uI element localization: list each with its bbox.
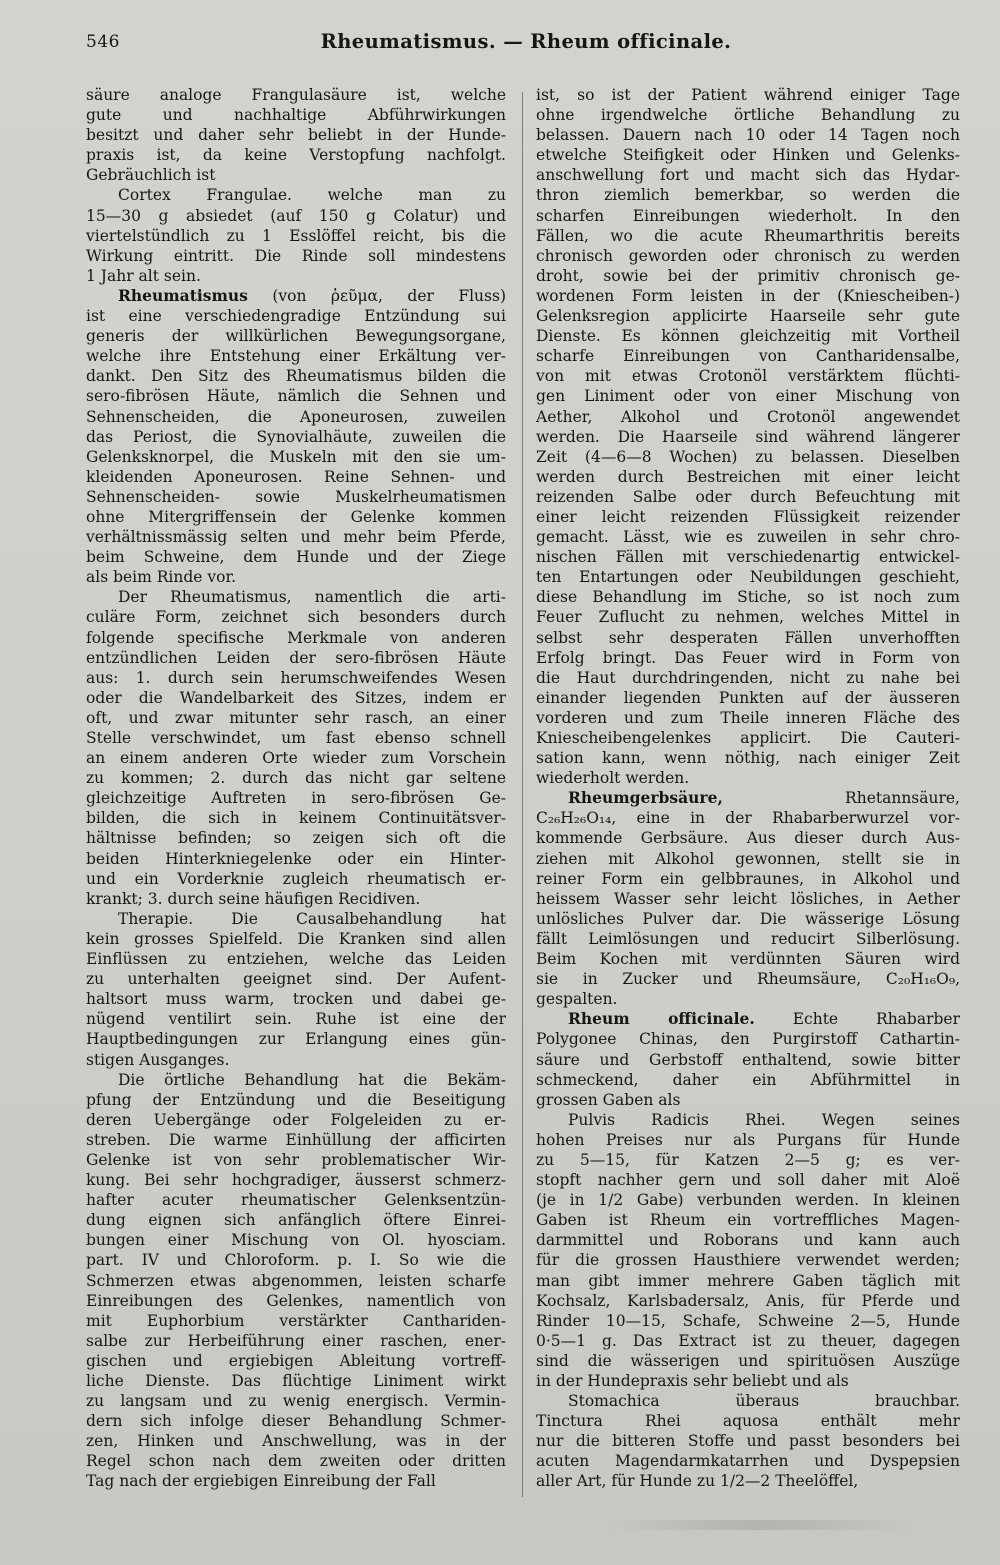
- text-line: hältnisse befinden; so zeigen sich oft die: [86, 829, 506, 848]
- text-line: Tag nach der ergiebigen Einreibung der Fall: [86, 1472, 436, 1491]
- text-line: pfung der Entzündung und die Beseitigung: [86, 1090, 506, 1109]
- text-line: schmeckend, daher ein Abführmittel in: [536, 1070, 960, 1089]
- text-line: säure analoge Frangulasäure ist, welche: [86, 86, 506, 104]
- text-line: diese Behandlung im Stiche, so ist noch zum: [536, 588, 960, 607]
- column-divider: [522, 92, 523, 1497]
- text-line: heissem Wasser sehr leicht lösliches, in Aether: [536, 889, 960, 908]
- text-line: für die grossen Hausthiere verwendet werden;: [536, 1251, 960, 1270]
- text-line: Schmerzen etwas abgenommen, leisten scharfe: [86, 1271, 506, 1290]
- text-line: gespalten.: [536, 990, 618, 1009]
- text-line: liche Dienste. Das flüchtige Liniment wirkt: [86, 1372, 506, 1390]
- text-line: ziehen mit Alkohol gewonnen, stellt sie in: [536, 849, 960, 868]
- text-line: part. IV und Chloroform. p. I. So wie die: [86, 1251, 506, 1270]
- text-line: Therapie. Die Causalbehandlung hat: [118, 909, 506, 928]
- text-line: Einreibungen des Gelenkes, namentlich von: [86, 1291, 506, 1310]
- text-line: von mit etwas Crotonöl verstärktem flüchti-: [536, 367, 960, 386]
- text-line: dung eignen sich anfänglich öftere Einrei-: [86, 1211, 506, 1230]
- text-line: gute und nachhaltige Abführwirkungen: [86, 106, 506, 125]
- text-line: hafter acuter rheumatischer Gelenksentzün-: [86, 1191, 506, 1210]
- text-line: etwelche Steifigkeit oder Hinken und Gelenks-: [536, 146, 960, 165]
- text-line: werden. Die Haarseile sind während längerer: [536, 427, 960, 446]
- text-line: in der Hundepraxis sehr beliebt und als: [536, 1372, 849, 1390]
- text-line: Erfolg bringt. Das Feuer wird in Form von: [536, 648, 960, 667]
- text-line: chronisch geworden oder chronisch zu werden: [536, 246, 960, 265]
- text-line: bilden, die sich in keinem Continuitätsver-: [86, 809, 506, 828]
- text-line: mit Euphorbium verstärkter Canthariden-: [86, 1311, 506, 1330]
- text-line: viertelstündlich zu 1 Esslöffel reicht, bis die: [86, 226, 506, 245]
- text-line: dern sich infolge dieser Behandlung Schmer-: [86, 1412, 506, 1431]
- text-line: krankt; 3. durch seine häufigen Recidiven.: [86, 889, 421, 908]
- text-line: (je in 1/2 Gabe) verbunden werden. In kleinen: [536, 1191, 960, 1210]
- text-line: Rheumatismus (von ῥεῦμα, der Fluss): [118, 285, 506, 305]
- text-line: welche ihre Entstehung einer Erkältung ver-: [86, 347, 506, 366]
- text-line: einander liegenden Punkten auf der äusseren: [536, 688, 960, 707]
- text-line: C₂₆H₂₆O₁₄, eine in der Rhabarberwurzel vor-: [536, 809, 960, 828]
- text-line: Beim Kochen mit verdünnten Säuren wird: [536, 950, 960, 969]
- text-line: ist eine verschiedengradige Entzündung sui: [86, 307, 506, 326]
- text-line: Einflüssen zu entziehen, welche das Leiden: [86, 950, 506, 969]
- text-line: dankt. Den Sitz des Rheumatismus bilden die: [86, 367, 506, 386]
- text-line: Aether, Alkohol und Crotonöl angewendet: [536, 407, 960, 426]
- text-line: werden durch Bestreichen mit einer leicht: [536, 467, 960, 486]
- text-line: 0·5—1 g. Das Extract ist zu theuer, dagegen: [536, 1331, 960, 1350]
- text-line: zu kommen; 2. durch das nicht gar seltene: [86, 769, 506, 788]
- text-line: 15—30 g absiedet (auf 150 g Colatur) und: [86, 206, 506, 225]
- text-line: gischen und ergiebigen Ableitung vortreff-: [86, 1351, 506, 1370]
- text-line: verhältnissmässig selten und mehr beim Pferde,: [86, 528, 506, 547]
- text-line: salbe zur Herbeiführung einer raschen, ener-: [86, 1331, 506, 1350]
- right-text-column: [536, 85, 960, 1492]
- text-line: culäre Form, zeichnet sich besonders durch: [86, 608, 506, 627]
- text-line: zu langsam und zu wenig energisch. Vermin-: [86, 1392, 506, 1411]
- left-text-column: [86, 85, 506, 1492]
- text-line: zen, Hinken und Anschwellung, was in der: [86, 1432, 506, 1451]
- text-line: und ein Vorderknie zugleich rheumatisch er-: [86, 869, 506, 888]
- text-line: Dienste. Es können gleichzeitig mit Vortheil: [536, 327, 960, 346]
- text-line: nur die bitteren Stoffe und passt besonders bei: [536, 1432, 960, 1451]
- text-line: Rheum officinale. Echte Rhabarber: [568, 1009, 960, 1029]
- text-line: scharfen Einreibungen wiederholt. In den: [536, 206, 960, 225]
- text-line: Sehnenscheiden- sowie Muskelrheumatismen: [86, 487, 506, 506]
- text-line: Der Rheumatismus, namentlich die arti-: [118, 588, 506, 607]
- text-line: zu unterhalten geeignet sind. Der Aufent-: [86, 970, 506, 989]
- entry-headword: Rheum officinale.: [568, 1009, 755, 1029]
- text-line: kleidenden Aponeurosen. Reine Sehnen- und: [86, 467, 506, 486]
- text-line: bungen einer Mischung von Ol. hyosciam.: [86, 1231, 506, 1250]
- text-line: Rinder 10—15, Schafe, Schweine 2—5, Hunde: [536, 1311, 960, 1330]
- text-line: Regel schon nach dem zweiten oder dritten: [86, 1452, 506, 1471]
- text-line: das Periost, die Synovialhäute, zuweilen die: [86, 427, 506, 446]
- text-line: Kochsalz, Karlsbadersalz, Anis, für Pferde und: [536, 1291, 960, 1310]
- text-line: kein grosses Spielfeld. Die Kranken sind allen: [86, 929, 506, 948]
- text-line: beim Schweine, dem Hunde und der Ziege: [86, 548, 506, 567]
- text-line: Gelenke ist von sehr problematischer Wir-: [86, 1150, 506, 1169]
- text-line: die Haut durchdringenden, nicht zu nahe bei: [536, 668, 960, 687]
- text-line: Sehnenscheiden, die Aponeurosen, zuweilen: [86, 407, 506, 426]
- text-line: thron ziemlich bemerkbar, so werden die: [536, 186, 960, 205]
- text-line: Gebräuchlich ist: [86, 166, 216, 185]
- text-line: grossen Gaben als: [536, 1090, 681, 1109]
- print-smudge: [600, 1520, 920, 1530]
- text-line: entzündlichen Leiden der sero-fibrösen Häute: [86, 648, 506, 667]
- text-line: generis der willkürlichen Bewegungsorgane,: [86, 327, 506, 346]
- text-line: sation kann, wenn nöthig, nach einiger Zeit: [536, 749, 960, 768]
- text-line: ohne irgendwelche örtliche Behandlung zu: [536, 106, 960, 125]
- text-line: stigen Ausganges.: [86, 1050, 230, 1069]
- text-line: Gelenksregion applicirte Haarseile sehr gute: [536, 307, 960, 326]
- text-line: Kniescheibengelenkes applicirt. Die Cauteri-: [536, 729, 960, 747]
- text-line: selbst sehr desperaten Fällen unverhofften: [536, 628, 960, 647]
- text-line: an einem anderen Orte wieder zum Vorschein: [86, 749, 506, 768]
- text-line: Wirkung eintritt. Die Rinde soll mindestens: [86, 246, 506, 265]
- text-line: sero-fibrösen Häute, nämlich die Sehnen und: [86, 387, 506, 406]
- text-line: nischen Fällen mit verschiedenartig entwickel-: [536, 548, 960, 567]
- text-line: aus: 1. durch sein herumschweifendes Wesen: [86, 668, 506, 687]
- text-line: nügend ventilirt sein. Ruhe ist eine der: [86, 1010, 506, 1029]
- text-line: wordenen Form leisten in der (Kniescheiben-): [536, 286, 960, 305]
- text-line: reizenden Salbe oder durch Befeuchtung mit: [536, 487, 960, 506]
- text-line: streben. Die warme Einhüllung der afficirten: [86, 1130, 506, 1149]
- text-line: Cortex Frangulae. welche man zu: [118, 186, 506, 205]
- text-line: folgende specifische Merkmale von anderen: [86, 628, 506, 647]
- text-line: darmmittel und Roborans und kann auch: [536, 1231, 960, 1250]
- text-line: Gaben ist Rheum ein vortreffliches Magen-: [536, 1211, 960, 1230]
- text-line: Die örtliche Behandlung hat die Bekäm-: [118, 1070, 506, 1089]
- text-line: acuten Magendarmkatarrhen und Dyspepsien: [536, 1452, 960, 1471]
- text-line: Gelenksknorpel, die Muskeln mit den sie um-: [86, 447, 506, 466]
- text-line: kung. Bei sehr hochgradiger, äusserst schmerz-: [86, 1171, 506, 1190]
- text-line: droht, sowie bei der primitiv chronisch ge-: [536, 266, 960, 285]
- text-line: oft, und zwar mitunter sehr rasch, an einer: [86, 708, 506, 727]
- running-title: Rheumatismus. — Rheum officinale.: [320, 30, 732, 53]
- text-line: scharfe Einreibungen von Cantharidensalbe,: [536, 347, 960, 366]
- text-line: Zeit (4—6—8 Wochen) zu belassen. Dieselben: [536, 447, 960, 466]
- text-line: gemacht. Lässt, wie es zuweilen in sehr chro-: [536, 528, 960, 547]
- text-line: Hauptbedingungen zur Erlangung eines gün-: [86, 1030, 506, 1049]
- entry-headword: Rheumgerbsäure,: [568, 788, 723, 808]
- text-line: anschwellung fort und macht sich das Hydar-: [536, 166, 960, 185]
- page-header: [86, 30, 966, 64]
- text-line: Tinctura Rhei aquosa enthält mehr: [536, 1412, 960, 1431]
- text-line: Pulvis Radicis Rhei. Wegen seines: [568, 1110, 960, 1129]
- text-line: reiner Form ein gelbbraunes, in Alkohol und: [536, 869, 960, 888]
- text-line: besitzt und daher sehr beliebt in der Hunde-: [86, 126, 506, 145]
- text-line: ohne Mitergriffensein der Gelenke kommen: [86, 507, 506, 526]
- text-line: Polygonee Chinas, den Purgirstoff Cathartin-: [536, 1030, 960, 1049]
- text-line: sie in Zucker und Rheumsäure, C₂₀H₁₆O₉,: [536, 970, 960, 989]
- text-line: wiederholt werden.: [536, 769, 690, 788]
- text-line: stopft nachher gern und soll daher mit Aloë: [536, 1171, 960, 1190]
- text-line: aller Art, für Hunde zu 1/2—2 Theelöffel,: [536, 1472, 859, 1491]
- text-line: sind die wässerigen und spirituösen Auszüge: [536, 1351, 960, 1370]
- text-line: Fällen, wo die acute Rheumarthritis bereits: [536, 226, 960, 245]
- text-line: gen Liniment oder von einer Mischung von: [536, 387, 960, 406]
- text-line: 1 Jahr alt sein.: [86, 266, 201, 285]
- entry-headword: Rheumatismus: [118, 285, 248, 305]
- text-line: kommende Gerbsäure. Aus dieser durch Aus-: [536, 829, 960, 848]
- text-line: belassen. Dauern nach 10 oder 14 Tagen noch: [536, 126, 960, 145]
- text-line: beiden Hinterkniegelenke oder ein Hinter-: [86, 849, 506, 868]
- text-line: Stelle verschwindet, um fast ebenso schnell: [86, 729, 506, 747]
- text-line: fällt Leimlösungen und reducirt Silberlösung.: [536, 929, 960, 948]
- text-line: säure und Gerbstoff enthaltend, sowie bitter: [536, 1050, 960, 1069]
- text-line: deren Uebergänge oder Folgeleiden zu er-: [86, 1110, 506, 1129]
- text-line: unlösliches Pulver dar. Die wässerige Lösung: [536, 909, 960, 928]
- text-line: ten Entartungen oder Neubildungen geschieht,: [536, 568, 960, 587]
- text-line: ist, so ist der Patient während einiger Tage: [536, 86, 960, 104]
- text-line: Feuer Zuflucht zu nehmen, welches Mittel in: [536, 608, 960, 627]
- text-line: gleichzeitige Auftreten in sero-fibrösen Ge-: [86, 789, 506, 808]
- text-line: oder die Wandelbarkeit des Sitzes, indem er: [86, 688, 506, 707]
- text-line: hohen Preises nur als Purgans für Hunde: [536, 1130, 960, 1149]
- text-line: zu 5—15, für Katzen 2—5 g; es ver-: [536, 1150, 960, 1169]
- text-line: Rheumgerbsäure, Rhetannsäure,: [568, 788, 960, 808]
- text-line: vorderen und zum Theile inneren Fläche des: [536, 708, 960, 727]
- text-line: praxis ist, da keine Verstopfung nachfolgt.: [86, 146, 506, 165]
- text-line: einer leicht reizenden Flüssigkeit reizender: [536, 507, 960, 526]
- text-line: Stomachica überaus brauchbar.: [568, 1392, 960, 1411]
- text-line: haltsort muss warm, trocken und dabei ge-: [86, 990, 506, 1009]
- page-number: 546: [86, 32, 120, 52]
- text-line: man gibt immer mehrere Gaben täglich mit: [536, 1271, 960, 1290]
- text-line: als beim Rinde vor.: [86, 568, 237, 587]
